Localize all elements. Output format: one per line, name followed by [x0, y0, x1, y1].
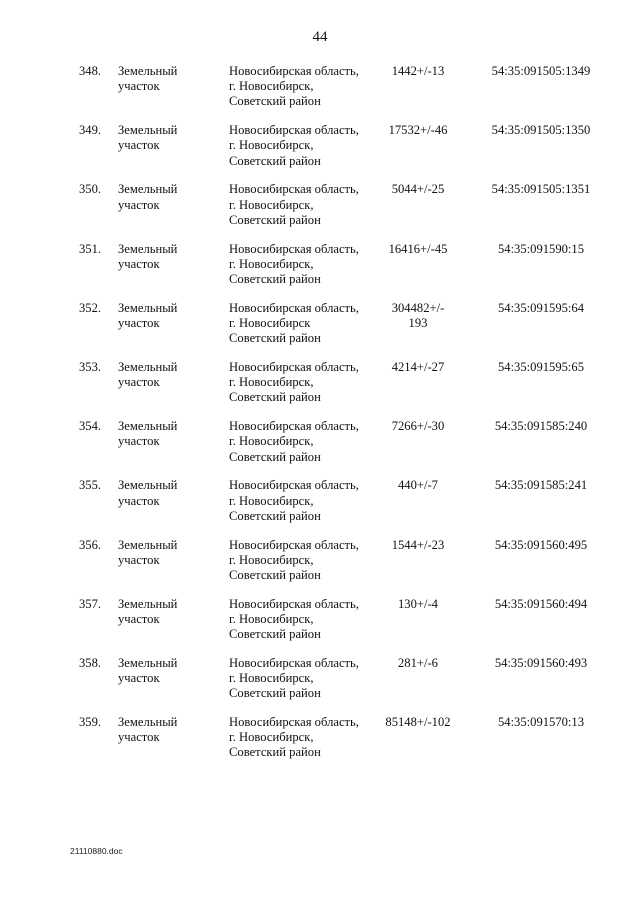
cadastral-number-text: 54:35:091590:15: [497, 241, 585, 256]
address-line: Новосибирская область,: [229, 596, 359, 611]
object-type-line: участок: [118, 315, 160, 330]
cadastral-number: [466, 301, 616, 316]
cadastral-number: [466, 182, 616, 197]
area: [379, 64, 457, 79]
row-number-text: 358.: [79, 655, 102, 670]
address-line: Советский район: [229, 686, 321, 701]
area: [379, 301, 457, 331]
object-type-line: Земельный: [118, 655, 178, 670]
cadastral-number-text: 54:35:091585:241: [494, 478, 588, 493]
row-number: [79, 242, 113, 257]
object-type-line: Земельный: [118, 715, 178, 730]
row-number: [79, 123, 113, 138]
address-line: Советский район: [229, 567, 321, 582]
table-row: [0, 419, 640, 478]
address-line: г. Новосибирск,: [229, 375, 314, 390]
table-row: [0, 478, 640, 537]
page-number: 44: [312, 29, 328, 45]
object-type: [118, 538, 218, 568]
cadastral-number: [466, 478, 616, 493]
address-line: г. Новосибирск,: [229, 197, 314, 212]
area-line: 193: [408, 315, 428, 330]
cadastral-number-text: 54:35:091560:494: [494, 596, 588, 611]
address-line: Новосибирская область,: [229, 241, 359, 256]
row-number-text: 359.: [79, 715, 102, 730]
address-line: г. Новосибирск,: [229, 493, 314, 508]
table-row: [0, 301, 640, 360]
object-type-line: Земельный: [118, 537, 178, 552]
address: [229, 478, 379, 524]
cadastral-number: [466, 538, 616, 553]
address-line: Новосибирская область,: [229, 64, 359, 78]
object-type: [118, 656, 218, 686]
object-type: [118, 182, 218, 212]
address: [229, 123, 379, 169]
cadastral-number-text: 54:35:091505:1351: [491, 182, 591, 197]
area-line: 5044+/-25: [391, 182, 445, 197]
address: [229, 242, 379, 288]
address-line: г. Новосибирск,: [229, 138, 314, 153]
table-row: [0, 123, 640, 182]
cadastral-number-text: 54:35:091570:13: [497, 715, 585, 730]
row-number: [79, 360, 113, 375]
row-number-text: 354.: [79, 419, 102, 434]
row-number: [79, 419, 113, 434]
address: [229, 656, 379, 702]
object-type: [118, 242, 218, 272]
table-row: [0, 64, 640, 123]
object-type-line: участок: [118, 730, 160, 745]
area: [379, 538, 457, 553]
cadastral-number-text: 54:35:091505:1350: [491, 123, 591, 138]
row-number: [79, 656, 113, 671]
area-line: 1442+/-13: [391, 64, 445, 78]
object-type: [118, 123, 218, 153]
row-number: [79, 538, 113, 553]
table-row: [0, 656, 640, 715]
table-row: [0, 182, 640, 241]
area-line: 17532+/-46: [388, 123, 448, 138]
address-line: г. Новосибирск,: [229, 552, 314, 567]
object-type-line: участок: [118, 138, 160, 153]
row-number-text: 348.: [79, 64, 102, 78]
row-number-text: 355.: [79, 478, 102, 493]
area-line: 16416+/-45: [388, 241, 448, 256]
object-type: [118, 64, 218, 94]
object-type: [118, 419, 218, 449]
area: [379, 597, 457, 612]
object-type-line: Земельный: [118, 419, 178, 434]
area: [379, 360, 457, 375]
address-line: Советский район: [229, 212, 321, 227]
cadastral-number-text: 54:35:091560:493: [494, 655, 588, 670]
table-row: [0, 715, 640, 774]
address-line: Советский район: [229, 94, 321, 109]
area-line: 281+/-6: [398, 655, 438, 670]
cadastral-number-text: 54:35:091595:64: [497, 300, 585, 315]
cadastral-number: [466, 597, 616, 612]
address-line: Новосибирская область,: [229, 123, 359, 138]
cadastral-number-text: 54:35:091560:495: [494, 537, 588, 552]
row-number-text: 352.: [79, 300, 102, 315]
address-line: г. Новосибирск,: [229, 671, 314, 686]
area: [379, 715, 457, 730]
object-type-line: участок: [118, 552, 160, 567]
area: [379, 182, 457, 197]
area-line: 85148+/-102: [385, 715, 451, 730]
object-type: [118, 478, 218, 508]
address: [229, 360, 379, 406]
address-line: Советский район: [229, 331, 321, 346]
cadastral-number-text: 54:35:091595:65: [497, 359, 585, 374]
row-number-text: 350.: [79, 182, 102, 197]
row-number-text: 353.: [79, 359, 102, 374]
row-number: [79, 478, 113, 493]
land-plots-table: [0, 64, 640, 774]
object-type-line: участок: [118, 197, 160, 212]
object-type-line: Земельный: [118, 478, 178, 493]
cadastral-number: [466, 360, 616, 375]
address-line: Советский район: [229, 745, 321, 760]
address-line: г. Новосибирск: [229, 315, 311, 330]
object-type-line: участок: [118, 611, 160, 626]
row-number: [79, 301, 113, 316]
address-line: г. Новосибирск,: [229, 434, 314, 449]
object-type: [118, 715, 218, 745]
object-type: [118, 360, 218, 390]
object-type-line: Земельный: [118, 300, 178, 315]
address-line: Новосибирская область,: [229, 419, 359, 434]
address-line: г. Новосибирск,: [229, 79, 314, 94]
cadastral-number-text: 54:35:091505:1349: [491, 64, 591, 78]
area-line: 304482+/-: [391, 300, 445, 315]
address-line: Новосибирская область,: [229, 300, 359, 315]
object-type: [118, 597, 218, 627]
address-line: Новосибирская область,: [229, 478, 359, 493]
area-line: 440+/-7: [398, 478, 438, 493]
address-line: Новосибирская область,: [229, 359, 359, 374]
area: [379, 242, 457, 257]
table-row: [0, 597, 640, 656]
address-line: Советский район: [229, 390, 321, 405]
cadastral-number: [466, 715, 616, 730]
document-filename: 21110880.doc: [70, 846, 123, 856]
object-type-line: участок: [118, 256, 160, 271]
cadastral-number: [466, 64, 616, 79]
row-number: [79, 597, 113, 612]
area: [379, 123, 457, 138]
object-type-line: участок: [118, 493, 160, 508]
address-line: Советский район: [229, 153, 321, 168]
address: [229, 538, 379, 584]
area: [379, 419, 457, 434]
address-line: Новосибирская область,: [229, 182, 359, 197]
address: [229, 64, 379, 110]
object-type-line: участок: [118, 671, 160, 686]
object-type-line: Земельный: [118, 359, 178, 374]
object-type-line: Земельный: [118, 182, 178, 197]
address: [229, 182, 379, 228]
address-line: г. Новосибирск,: [229, 256, 314, 271]
address: [229, 597, 379, 643]
address: [229, 419, 379, 465]
object-type-line: Земельный: [118, 64, 178, 78]
row-number-text: 349.: [79, 123, 102, 138]
cadastral-number: [466, 656, 616, 671]
cadastral-number-text: 54:35:091585:240: [494, 419, 588, 434]
address-line: г. Новосибирск,: [229, 730, 314, 745]
table-row: [0, 538, 640, 597]
address-line: Новосибирская область,: [229, 655, 359, 670]
object-type-line: участок: [118, 375, 160, 390]
table-row: [0, 242, 640, 301]
address-line: Советский район: [229, 271, 321, 286]
cadastral-number: [466, 123, 616, 138]
address-line: Советский район: [229, 449, 321, 464]
area: [379, 478, 457, 493]
object-type-line: Земельный: [118, 241, 178, 256]
address: [229, 301, 379, 347]
address-line: Советский район: [229, 508, 321, 523]
cadastral-number: [466, 419, 616, 434]
row-number-text: 351.: [79, 241, 102, 256]
address-line: Новосибирская область,: [229, 715, 359, 730]
table-row: [0, 360, 640, 419]
area: [379, 656, 457, 671]
row-number: [79, 64, 113, 79]
address-line: Новосибирская область,: [229, 537, 359, 552]
object-type-line: участок: [118, 79, 160, 94]
address: [229, 715, 379, 761]
area-line: 7266+/-30: [391, 419, 445, 434]
address-line: г. Новосибирск,: [229, 611, 314, 626]
address-line: Советский район: [229, 627, 321, 642]
row-number-text: 356.: [79, 537, 102, 552]
area-line: 4214+/-27: [391, 359, 445, 374]
object-type: [118, 301, 218, 331]
object-type-line: Земельный: [118, 596, 178, 611]
object-type-line: Земельный: [118, 123, 178, 138]
row-number: [79, 182, 113, 197]
row-number: [79, 715, 113, 730]
cadastral-number: [466, 242, 616, 257]
object-type-line: участок: [118, 434, 160, 449]
area-line: 1544+/-23: [391, 537, 445, 552]
area-line: 130+/-4: [398, 596, 438, 611]
row-number-text: 357.: [79, 596, 102, 611]
